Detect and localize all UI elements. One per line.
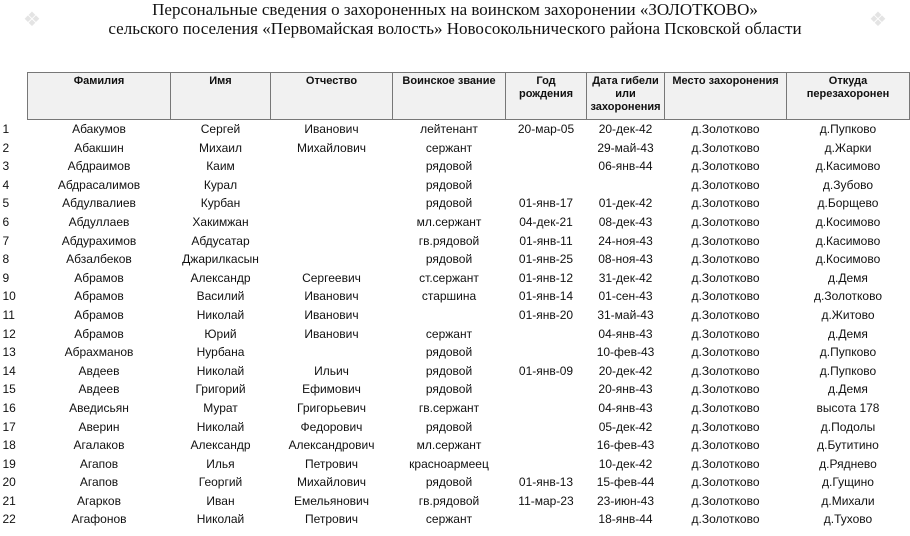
burial-place-cell: д.Золотково xyxy=(691,270,760,285)
row-number: 17 xyxy=(2,419,16,434)
reburied-from-cell: д.Касимово xyxy=(815,159,881,174)
patronymic-cell: Петрович xyxy=(304,512,359,527)
burial-place-cell: д.Золотково xyxy=(691,512,760,527)
patronymic-cell xyxy=(271,213,393,232)
reburied-from-cell: д.Михали xyxy=(821,493,875,508)
row-number: 21 xyxy=(2,493,16,508)
patronymic-cell xyxy=(271,176,393,195)
patronymic-cell: Михайлович xyxy=(296,475,367,490)
death-date-cell: 15-фев-44 xyxy=(596,475,655,490)
rank-cell: рядовой xyxy=(425,177,473,192)
birth-date-cell: 01-янв-14 xyxy=(518,289,574,304)
birth-date-cell xyxy=(506,418,587,437)
death-date-cell: 01-дек-42 xyxy=(598,196,653,211)
last-name-text: Аверин xyxy=(78,419,120,434)
table-row xyxy=(28,362,910,381)
death-date-cell: 05-дек-42 xyxy=(598,419,653,434)
header-patronymic: Отчество xyxy=(271,73,393,120)
last-name-cell xyxy=(2,139,171,158)
table-row xyxy=(28,306,910,325)
table-row xyxy=(28,139,910,158)
table-row xyxy=(28,492,910,511)
table-row xyxy=(28,194,910,213)
patronymic-cell: Федорович xyxy=(300,419,363,434)
reburied-from-cell: д.Зубово xyxy=(822,177,874,192)
last-name-cell xyxy=(2,232,171,251)
birth-date-cell: 11-мар-23 xyxy=(518,493,574,508)
last-name-cell xyxy=(2,380,171,399)
birth-date-cell: 01-янв-09 xyxy=(518,363,574,378)
first-name-cell: Илья xyxy=(206,456,235,471)
death-date-cell: 10-фев-43 xyxy=(596,345,655,360)
table-row xyxy=(28,343,910,362)
row-number: 7 xyxy=(2,233,10,248)
patronymic-cell: Ефимович xyxy=(302,382,361,397)
table-row xyxy=(28,325,910,344)
table-row xyxy=(28,399,910,418)
last-name-text: Абзалбеков xyxy=(66,252,132,267)
burial-place-cell: д.Золотково xyxy=(691,456,760,471)
birth-date-cell xyxy=(506,157,587,176)
death-date-cell xyxy=(587,176,665,195)
burial-place-cell: д.Золотково xyxy=(691,363,760,378)
death-date-cell: 23-июн-43 xyxy=(596,493,655,508)
table-body xyxy=(2,120,910,530)
birth-date-cell xyxy=(506,510,587,529)
rank-cell: мл.сержант xyxy=(416,438,482,453)
reburied-from-cell: д.Демя xyxy=(828,382,868,397)
patronymic-cell: Ильич xyxy=(314,363,349,378)
reburied-from-cell: д.Демя xyxy=(828,270,868,285)
first-name-cell: Хакимжан xyxy=(192,214,249,229)
last-name-text: Агапов xyxy=(79,475,119,490)
burial-place-cell: д.Золотково xyxy=(691,326,760,341)
row-number: 4 xyxy=(2,177,10,192)
burial-place-cell: д.Золотково xyxy=(691,382,760,397)
table-header-row xyxy=(28,73,910,120)
death-date-cell: 31-дек-42 xyxy=(598,270,653,285)
row-number: 3 xyxy=(2,159,10,174)
burial-table xyxy=(2,72,910,529)
burial-place-cell: д.Золотково xyxy=(691,493,760,508)
last-name-text: Абдрасалимов xyxy=(57,177,141,192)
rank-cell: рядовой xyxy=(425,345,473,360)
reburied-from-cell: д.Бутитино xyxy=(817,438,879,453)
first-name-cell: Мурат xyxy=(203,400,238,415)
first-name-cell: Григорий xyxy=(195,382,246,397)
last-name-text: Агарков xyxy=(77,493,121,508)
death-date-cell: 29-май-43 xyxy=(597,140,654,155)
patronymic-cell xyxy=(271,194,393,213)
death-date-cell: 20-дек-42 xyxy=(598,122,653,136)
document-subtitle: сельского поселения «Первомайская волость» Новосокольнического района Псковской области xyxy=(108,19,802,38)
row-number: 1 xyxy=(2,122,10,136)
last-name-cell xyxy=(2,325,171,344)
last-name-cell xyxy=(2,194,171,213)
last-name-text: Абрамов xyxy=(74,307,124,322)
last-name-text: Абрамов xyxy=(74,289,124,304)
burial-place-cell: д.Золотково xyxy=(691,177,760,192)
last-name-text: Абрамов xyxy=(74,326,124,341)
reburied-from-cell: д.Косимово xyxy=(815,252,881,267)
burial-place-cell: д.Золотково xyxy=(691,307,760,322)
burial-place-cell: д.Золотково xyxy=(691,122,760,136)
burial-place-cell: д.Золотково xyxy=(691,196,760,211)
table-row xyxy=(28,436,910,455)
first-name-cell: Юрий xyxy=(204,326,237,341)
first-name-cell: Николай xyxy=(196,363,245,378)
reburied-from-cell: д.Подолы xyxy=(820,419,876,434)
patronymic-cell: Иванович xyxy=(304,326,359,341)
reburied-from-cell: д.Житово xyxy=(821,307,875,322)
patronymic-cell: Петрович xyxy=(304,456,359,471)
header-death-date: Дата гибели или захоронения xyxy=(587,73,665,120)
patronymic-cell: Григорьевич xyxy=(297,400,366,415)
last-name-text: Абрахманов xyxy=(64,345,134,360)
last-name-cell xyxy=(2,510,171,529)
rank-cell: сержант xyxy=(425,140,473,155)
burial-place-cell: д.Золотково xyxy=(691,438,760,453)
reburied-from-cell: д.Демя xyxy=(828,326,868,341)
rank-cell: ст.сержант xyxy=(419,270,479,285)
rank-cell: рядовой xyxy=(425,419,473,434)
birth-date-cell xyxy=(506,436,587,455)
last-name-cell xyxy=(2,455,171,474)
last-name-cell xyxy=(2,362,171,381)
row-number: 10 xyxy=(2,289,16,304)
patronymic-cell xyxy=(271,343,393,362)
first-name-cell: Иван xyxy=(206,493,235,508)
last-name-text: Абдуллаев xyxy=(68,214,130,229)
patronymic-cell xyxy=(271,232,393,251)
burial-place-cell: д.Золотково xyxy=(691,252,760,267)
rank-cell: гв.рядовой xyxy=(418,493,480,508)
birth-date-cell xyxy=(506,139,587,158)
birth-date-cell: 01-янв-13 xyxy=(518,475,574,490)
death-date-cell: 20-янв-43 xyxy=(598,382,653,397)
table-row xyxy=(28,269,910,288)
last-name-text: Авдеев xyxy=(78,382,120,397)
last-name-cell xyxy=(2,287,171,306)
birth-date-cell: 01-янв-12 xyxy=(518,270,574,285)
row-number: 13 xyxy=(2,345,16,360)
table-row xyxy=(28,510,910,529)
death-date-cell: 08-дек-43 xyxy=(598,214,653,229)
reburied-from-cell: д.Жарки xyxy=(824,140,872,155)
burial-place-cell: д.Золотково xyxy=(691,233,760,248)
row-number: 15 xyxy=(2,382,16,397)
patronymic-cell: Иванович xyxy=(304,122,359,136)
rank-cell: рядовой xyxy=(425,159,473,174)
death-date-cell: 24-ноя-43 xyxy=(598,233,653,248)
birth-date-cell xyxy=(506,176,587,195)
first-name-cell: Александр xyxy=(190,270,251,285)
watermark-emblem-right: ❖ xyxy=(869,7,887,31)
death-date-cell: 04-янв-43 xyxy=(598,400,653,415)
death-date-cell: 20-дек-42 xyxy=(598,363,653,378)
birth-date-cell: 20-мар-05 xyxy=(517,122,575,136)
birth-date-cell xyxy=(506,399,587,418)
reburied-from-cell: д.Косимово xyxy=(815,214,881,229)
patronymic-cell: Емельянович xyxy=(294,493,369,508)
rank-cell: старшина xyxy=(421,289,477,304)
rank-cell: сержант xyxy=(425,512,473,527)
last-name-text: Агапов xyxy=(79,456,119,471)
death-date-cell: 31-май-43 xyxy=(597,307,654,322)
table-row xyxy=(28,418,910,437)
last-name-cell xyxy=(2,157,171,176)
row-number: 11 xyxy=(2,307,15,322)
patronymic-cell: Михайлович xyxy=(296,140,367,155)
death-date-cell: 10-дек-42 xyxy=(598,456,653,471)
table-row xyxy=(28,455,910,474)
first-name-cell: Курбан xyxy=(200,196,241,211)
header-reburied-from: Откуда перезахоронен xyxy=(787,73,910,120)
rank-cell: гв.сержант xyxy=(418,400,480,415)
birth-date-cell xyxy=(506,455,587,474)
burial-place-cell: д.Золотково xyxy=(691,475,760,490)
table-row xyxy=(28,380,910,399)
row-number: 16 xyxy=(2,400,16,415)
birth-date-cell xyxy=(506,325,587,344)
row-number: 19 xyxy=(2,456,16,471)
rank-cell: красноармеец xyxy=(409,456,489,471)
first-name-cell: Николай xyxy=(196,419,245,434)
last-name-cell xyxy=(2,436,171,455)
last-name-text: Абакумов xyxy=(72,122,126,136)
reburied-from-cell: высота 178 xyxy=(816,400,880,415)
birth-date-cell: 01-янв-11 xyxy=(519,233,573,248)
rank-cell: рядовой xyxy=(425,363,473,378)
rank-cell: рядовой xyxy=(425,382,473,397)
reburied-from-cell: д.Тухово xyxy=(823,512,873,527)
first-name-cell: Михаил xyxy=(199,140,242,155)
burial-place-cell: д.Золотково xyxy=(691,345,760,360)
burial-place-cell: д.Золотково xyxy=(691,289,760,304)
reburied-from-cell: д.Пупково xyxy=(819,363,877,378)
last-name-cell xyxy=(2,399,171,418)
table-row xyxy=(28,176,910,195)
last-name-text: Абдраимов xyxy=(67,159,131,174)
document-title: Персональные сведения о захороненных на воинском захоронении «ЗОЛОТКОВО» xyxy=(152,0,758,19)
rank-cell: лейтенант xyxy=(420,122,478,136)
birth-date-cell: 04-дек-21 xyxy=(519,214,573,229)
burial-place-cell: д.Золотково xyxy=(691,214,760,229)
patronymic-cell: Александрович xyxy=(288,438,375,453)
rank-cell: сержант xyxy=(425,326,473,341)
patronymic-cell: Иванович xyxy=(304,307,359,322)
first-name-cell: Николай xyxy=(196,512,245,527)
last-name-cell xyxy=(2,418,171,437)
header-rank: Воинское звание xyxy=(393,73,506,120)
table-row xyxy=(28,287,910,306)
last-name-cell xyxy=(2,120,171,139)
table-row xyxy=(28,120,910,139)
last-name-text: Агафонов xyxy=(71,512,127,527)
burial-place-cell: д.Золотково xyxy=(691,159,760,174)
rank-cell: рядовой xyxy=(425,196,473,211)
reburied-from-cell: д.Гущино xyxy=(822,475,874,490)
row-number: 5 xyxy=(2,196,10,211)
last-name-text: Абакшин xyxy=(74,140,124,155)
header-birth-year: Год рождения xyxy=(506,73,587,120)
reburied-from-cell: д.Касимово xyxy=(815,233,881,248)
birth-date-cell xyxy=(506,380,587,399)
row-number: 8 xyxy=(2,252,10,267)
birth-date-cell: 01-янв-17 xyxy=(518,196,574,211)
rank-cell: гв.рядовой xyxy=(418,233,480,248)
last-name-cell xyxy=(2,306,171,325)
death-date-cell: 01-сен-43 xyxy=(598,289,653,304)
row-number: 9 xyxy=(2,270,10,285)
rank-cell: рядовой xyxy=(425,252,473,267)
death-date-cell: 04-янв-43 xyxy=(598,326,653,341)
last-name-text: Абдурахимов xyxy=(61,233,137,248)
last-name-cell xyxy=(2,250,171,269)
first-name-cell: Нурбана xyxy=(196,345,245,360)
last-name-cell xyxy=(2,213,171,232)
first-name-cell: Василий xyxy=(196,289,245,304)
birth-date-cell: 01-янв-25 xyxy=(518,252,574,267)
birth-date-cell xyxy=(506,343,587,362)
rank-cell: рядовой xyxy=(425,475,473,490)
first-name-cell: Сергей xyxy=(200,122,241,136)
first-name-cell: Александр xyxy=(190,438,251,453)
last-name-cell xyxy=(2,176,171,195)
last-name-text: Агалаков xyxy=(73,438,125,453)
table-row xyxy=(28,157,910,176)
last-name-text: Абдулвалиев xyxy=(62,196,136,211)
last-name-text: Авдеев xyxy=(78,363,120,378)
first-name-cell: Георгий xyxy=(198,475,243,490)
reburied-from-cell: д.Борщево xyxy=(817,196,879,211)
first-name-cell: Курал xyxy=(203,177,238,192)
last-name-text: Абрамов xyxy=(74,270,124,285)
header-first-name: Имя xyxy=(171,73,271,120)
row-number: 20 xyxy=(2,475,16,490)
last-name-text: Аведисьян xyxy=(69,400,129,415)
table-row xyxy=(28,232,910,251)
watermark-emblem-left: ❖ xyxy=(23,7,41,31)
header-burial-place: Место захоронения xyxy=(665,73,787,120)
row-number: 12 xyxy=(2,326,16,341)
patronymic-cell xyxy=(271,157,393,176)
burial-place-cell: д.Золотково xyxy=(691,400,760,415)
patronymic-cell: Иванович xyxy=(304,289,359,304)
last-name-cell xyxy=(2,492,171,511)
row-number: 22 xyxy=(2,512,16,527)
birth-date-cell: 01-янв-20 xyxy=(518,307,574,322)
patronymic-cell xyxy=(271,250,393,269)
reburied-from-cell: д.Пупково xyxy=(819,122,877,136)
death-date-cell: 06-янв-44 xyxy=(598,159,653,174)
patronymic-cell: Сергеевич xyxy=(302,270,361,285)
row-number: 6 xyxy=(2,214,10,229)
table-row xyxy=(28,250,910,269)
death-date-cell: 08-ноя-43 xyxy=(598,252,653,267)
row-number: 2 xyxy=(2,140,10,155)
first-name-cell: Джарилкасын xyxy=(182,252,259,267)
last-name-cell xyxy=(2,269,171,288)
death-date-cell: 18-янв-44 xyxy=(598,512,653,527)
row-number: 18 xyxy=(2,438,16,453)
death-date-cell: 16-фев-43 xyxy=(596,438,655,453)
row-number: 14 xyxy=(2,363,16,378)
burial-place-cell: д.Золотково xyxy=(691,419,760,434)
first-name-cell: Абдусатар xyxy=(191,233,250,248)
last-name-cell xyxy=(2,473,171,492)
reburied-from-cell: д.Пупково xyxy=(819,345,877,360)
header-last-name: Фамилия xyxy=(28,73,171,120)
table-row xyxy=(28,473,910,492)
reburied-from-cell: д.Ряднево xyxy=(819,456,877,471)
rank-cell xyxy=(393,306,506,325)
reburied-from-cell: д.Золотково xyxy=(813,289,882,304)
rank-cell: мл.сержант xyxy=(416,214,482,229)
table-row xyxy=(28,213,910,232)
first-name-cell: Николай xyxy=(196,307,245,322)
last-name-cell xyxy=(2,343,171,362)
first-name-cell: Каим xyxy=(206,159,235,174)
burial-place-cell: д.Золотково xyxy=(691,140,760,155)
